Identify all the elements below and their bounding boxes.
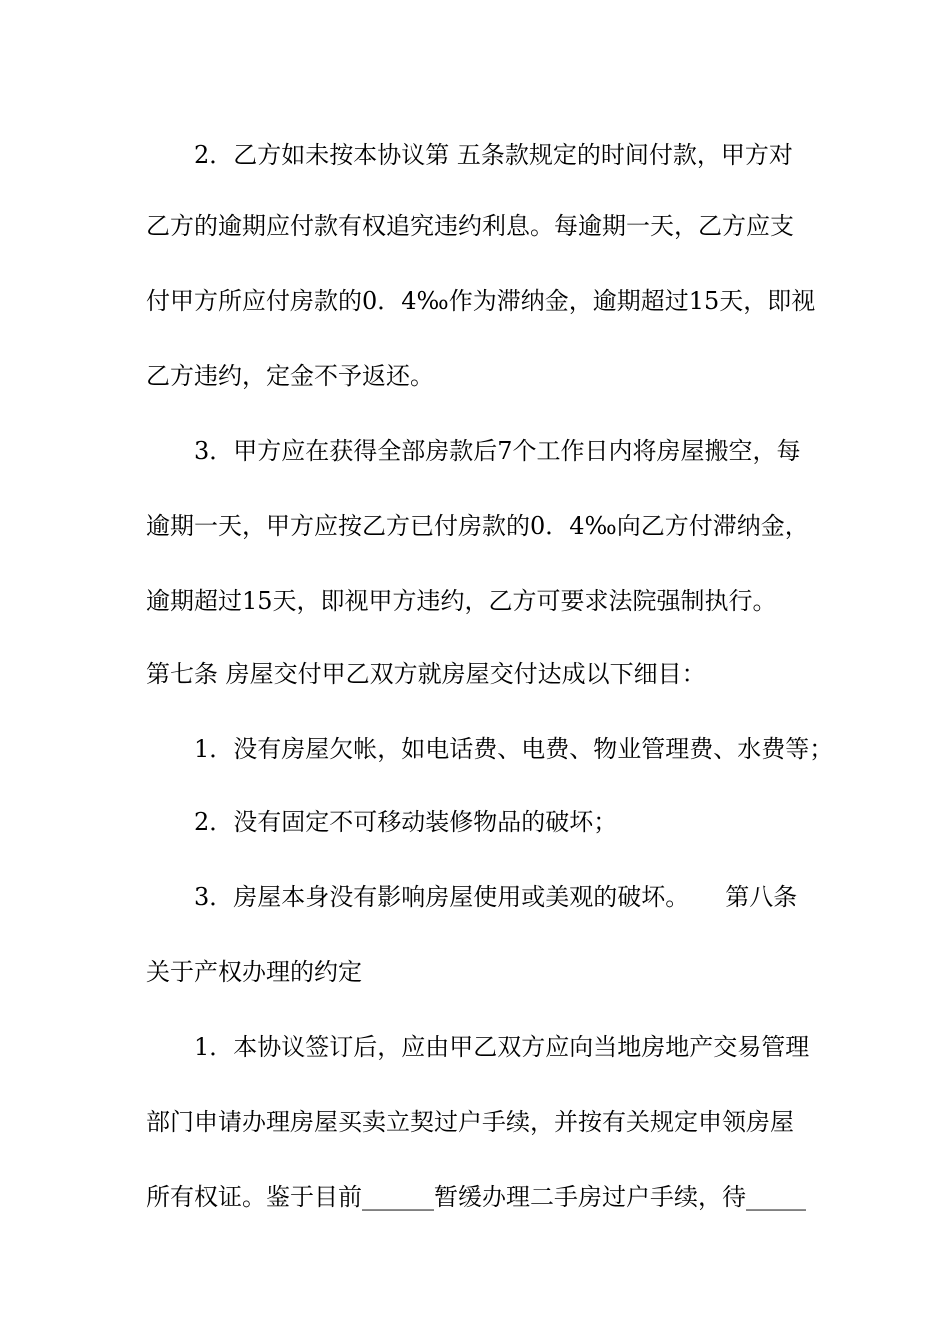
section-heading-line: 关于产权办理的约定 — [146, 958, 362, 986]
paragraph-line: 逾期超过15天，即视甲方违约，乙方可要求法院强制执行。 — [146, 587, 777, 615]
paragraph-line: 乙方的逾期应付款有权追究违约利息。每逾期一天，乙方应支 — [146, 212, 794, 240]
section-heading-line: 第七条 房屋交付甲乙双方就房屋交付达成以下细目： — [146, 660, 706, 688]
paragraph-line: 逾期一天，甲方应按乙方已付房款的0．4‰向乙方付滞纳金， — [146, 512, 809, 540]
paragraph-line: 部门申请办理房屋买卖立契过户手续，并按有关规定申领房屋 — [146, 1108, 794, 1136]
paragraph-line: 2．乙方如未按本协议第 五条款规定的时间付款，甲方对 — [194, 141, 793, 169]
paragraph-line: 1．没有房屋欠帐，如电话费、电费、物业管理费、水费等； — [194, 735, 834, 763]
paragraph-line: 2．没有固定不可移动装修物品的破坏； — [194, 808, 618, 836]
paragraph-line: 3．房屋本身没有影响房屋使用或美观的破坏。 第八条 — [194, 883, 798, 911]
paragraph-line: 1．本协议签订后，应由甲乙双方应向当地房地产交易管理 — [194, 1033, 810, 1061]
paragraph-line: 所有权证。鉴于目前______暂缓办理二手房过户手续，待_____ — [146, 1183, 806, 1211]
paragraph-line: 付甲方所应付房款的0．4‰作为滞纳金，逾期超过15天，即视 — [146, 287, 816, 315]
paragraph-line: 乙方违约，定金不予返还。 — [146, 362, 434, 390]
paragraph-line: 3．甲方应在获得全部房款后7个工作日内将房屋搬空，每 — [194, 437, 801, 465]
